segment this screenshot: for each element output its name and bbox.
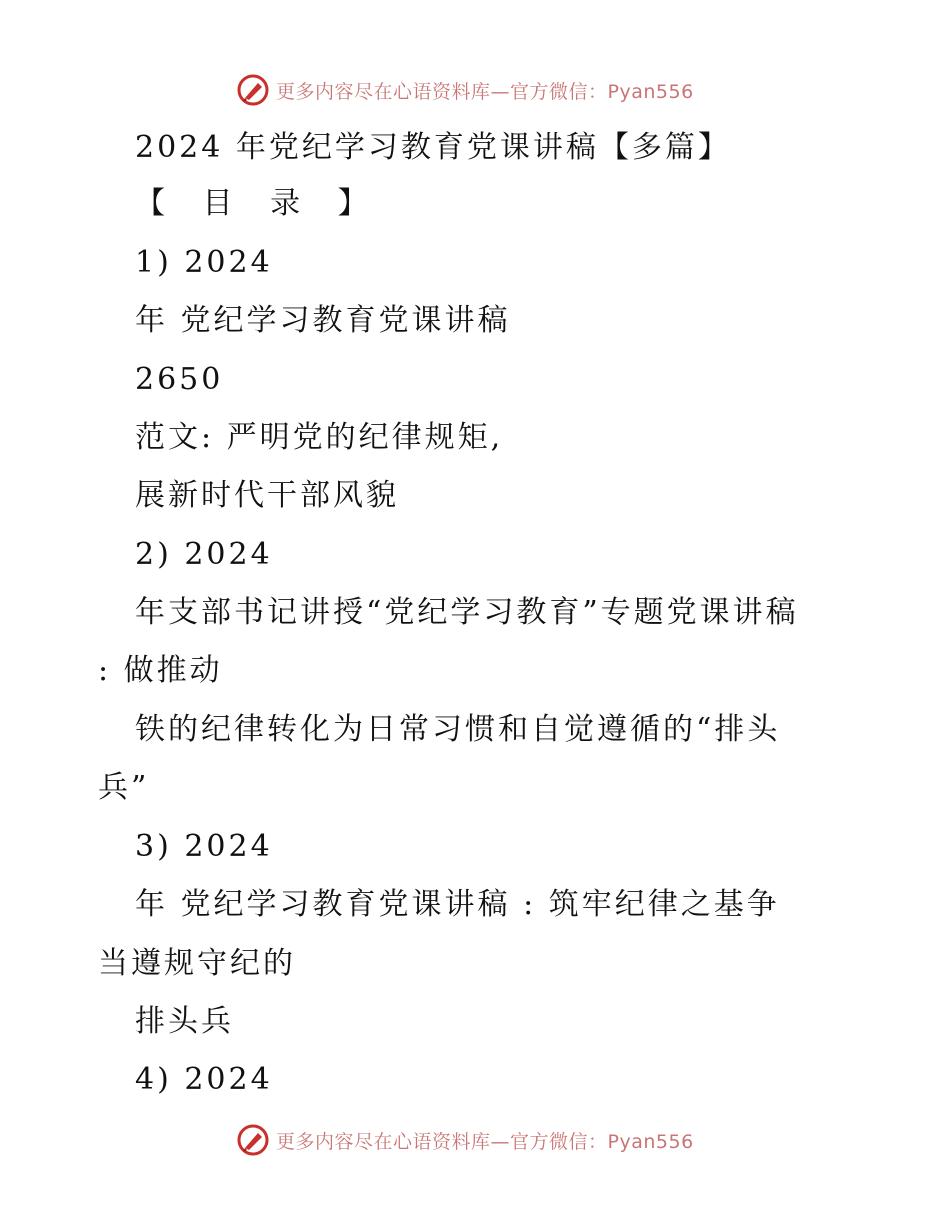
document-title: 2024 年党纪学习教育党课讲稿【多篇】 — [135, 130, 731, 165]
toc-line: 2) 2024 — [135, 537, 273, 572]
footer-watermark-banner — [236, 1122, 694, 1158]
toc-line: 2650 — [135, 362, 224, 397]
toc-line: 1) 2024 — [135, 245, 273, 280]
footer-banner-text: 更多内容尽在心语资料库—官方微信：Pyan556 — [276, 1130, 694, 1153]
toc-line: 4) 2024 — [135, 1062, 273, 1097]
toc-line: 当遵规守纪的 — [98, 946, 296, 981]
toc-line: 铁的纪律转化为日常习惯和自觉遵循的“排头 — [135, 712, 781, 747]
toc-line: 3) 2024 — [135, 829, 273, 864]
toc-line: : 做推动 — [98, 653, 223, 688]
toc-line: 兵” — [98, 770, 150, 805]
pen-logo-icon — [236, 73, 270, 107]
toc-line: 范文: 严明党的纪律规矩, — [135, 420, 504, 455]
header-watermark-banner — [236, 72, 694, 108]
toc-line: 年 党纪学习教育党课讲稿 — [135, 303, 511, 338]
toc-heading: 【 目 录 】 — [135, 186, 382, 221]
toc-line: 排头兵 — [135, 1004, 234, 1039]
header-banner-text: 更多内容尽在心语资料库—官方微信：Pyan556 — [276, 80, 694, 103]
toc-line: 年支部书记讲授“党纪学习教育”专题党课讲稿 — [135, 595, 799, 630]
pen-logo-icon — [236, 1123, 270, 1157]
toc-line: 年 党纪学习教育党课讲稿 : 筑牢纪律之基争 — [135, 887, 780, 922]
toc-line: 展新时代干部风貌 — [135, 478, 399, 513]
